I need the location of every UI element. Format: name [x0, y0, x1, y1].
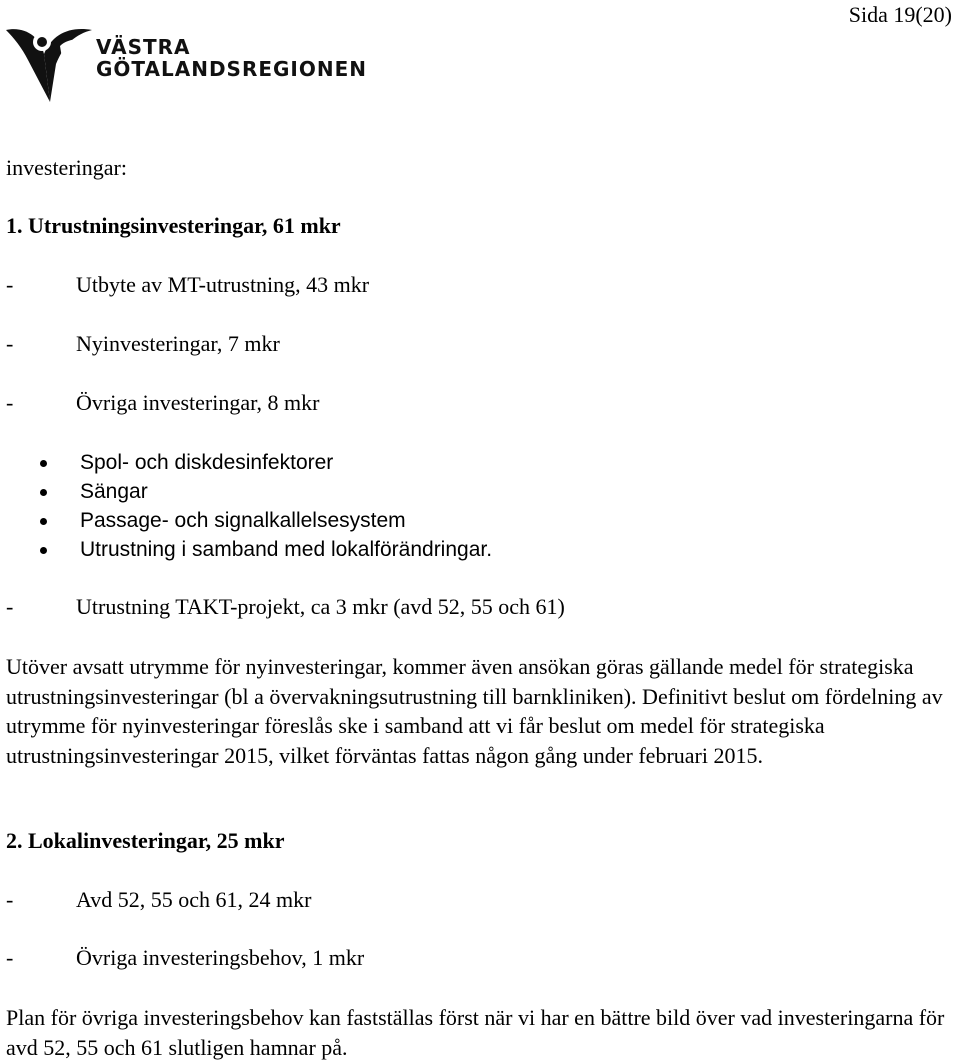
- intro-text: investeringar:: [6, 155, 127, 180]
- bullet-item: [36, 506, 492, 535]
- bullet-dot-icon: [40, 489, 47, 496]
- bullet-label: Passage- och signalkallelsesystem: [80, 509, 406, 532]
- list-item-label: Nyinvesteringar, 7 mkr: [76, 331, 280, 356]
- page-number: Sida 19(20): [848, 2, 952, 27]
- list-item-label: Övriga investeringar, 8 mkr: [76, 390, 320, 415]
- bullet-label: Spol- och diskdesinfektorer: [80, 451, 334, 474]
- list-item: [6, 944, 365, 972]
- vgr-logo: [4, 24, 368, 111]
- section2-paragraph: Plan för övriga investeringsbehov kan fastställas först när vi har en bättre bild över vad investeringarna för avd 52, 55 och 61 slutligen hamnar på.: [6, 1005, 945, 1060]
- bullet-label: Sängar: [80, 480, 148, 503]
- logo-line2: GÖTALANDSREGIONEN: [96, 57, 368, 81]
- list-item-label: Utbyte av MT-utrustning, 43 mkr: [76, 272, 370, 297]
- list-item-label: Utrustning TAKT-projekt, ca 3 mkr (avd 52, 55 och 61): [76, 594, 565, 619]
- bullet-label: Utrustning i samband med lokalförändringar.: [80, 538, 493, 561]
- list-item: [6, 330, 280, 358]
- list-item: [6, 886, 312, 914]
- list-item: [6, 593, 565, 621]
- logo-line1: VÄSTRA: [96, 35, 191, 59]
- vgr-logo-icon: [4, 24, 94, 106]
- section1-heading: 1. Utrustningsinvesteringar, 61 mkr: [6, 213, 341, 238]
- bullet-dot-icon: [40, 547, 47, 554]
- dash-marker: -: [6, 390, 14, 415]
- dash-marker: -: [6, 887, 14, 912]
- section2-heading: 2. Lokalinvesteringar, 25 mkr: [6, 828, 285, 853]
- list-item: [6, 271, 370, 299]
- section1-paragraph: Utöver avsatt utrymme för nyinvesteringar, kommer även ansökan göras gällande medel för strategiska utrustningsinvesteringar (bl a övervakningsutrustning till barnkliniken). Definitivt beslut om fördelning av utrymme för nyinvesteringar föreslås ske i samband att vi får beslut om medel för strategiska utrustningsinvesteringar 2015, vilket förväntas fattas någon gång under februari 2015.: [6, 654, 943, 768]
- dash-marker: -: [6, 945, 14, 970]
- bullet-item: [36, 477, 492, 506]
- dash-marker: -: [6, 272, 14, 297]
- bullet-dot-icon: [40, 518, 47, 525]
- bullet-dot-icon: [40, 460, 47, 467]
- dash-marker: -: [6, 331, 14, 356]
- bullet-item: [36, 448, 492, 477]
- list-item: [6, 389, 320, 417]
- list-item-label: Övriga investeringsbehov, 1 mkr: [76, 945, 365, 970]
- list-item-label: Avd 52, 55 och 61, 24 mkr: [76, 887, 312, 912]
- bullet-list: [36, 448, 492, 564]
- dash-marker: -: [6, 594, 14, 619]
- bullet-item: [36, 535, 492, 564]
